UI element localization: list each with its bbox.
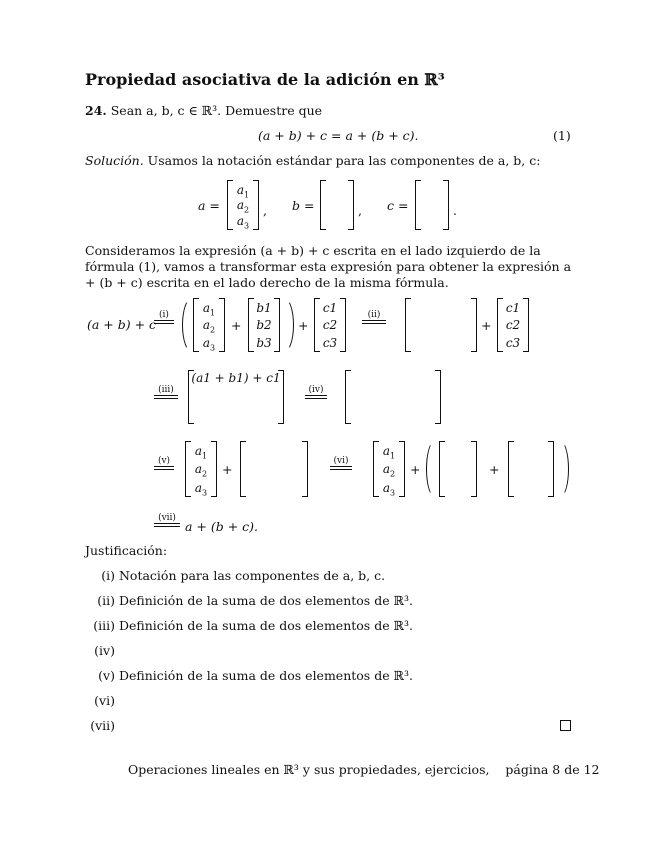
a1-cell: $a_1$	[236, 183, 250, 200]
matrix-a-step6: $a_1$ $a_2$ $a_3$	[373, 441, 405, 497]
main-formula: (a + b) + c = a + (b + c).	[258, 128, 419, 143]
c-label: c =	[387, 198, 409, 213]
footer	[128, 762, 600, 777]
justification-item: (vii)	[90, 718, 115, 733]
b-label: b =	[292, 198, 315, 213]
eq-step-vii: (vii)	[154, 514, 180, 527]
matrix-b	[320, 180, 354, 230]
justification-item: (iv)	[94, 643, 115, 658]
problem-statement	[85, 103, 322, 118]
matrix-step4	[345, 370, 441, 424]
eq-step-ii: (ii)	[362, 311, 386, 324]
matrix-a	[227, 180, 259, 230]
matrix-c-step6	[508, 441, 554, 497]
plus: +	[489, 462, 500, 477]
right-big-paren	[275, 298, 294, 352]
lhs-expression: (a + b) + c	[87, 317, 157, 332]
final-expression: a + (b + c).	[185, 519, 259, 534]
problem-number: 24.	[85, 103, 107, 118]
period: .	[453, 203, 457, 218]
eq-step-vi: (vi)	[330, 457, 352, 470]
qed-square-icon	[560, 720, 571, 731]
justification-item: (vi)	[94, 693, 115, 708]
formula-tag: (1)	[553, 128, 571, 143]
justification-item: (iii) Definición de la suma de dos elementos de ℝ³.	[93, 618, 413, 633]
matrix-a-step5: $a_1$ $a_2$ $a_3$	[185, 441, 217, 497]
footer-text: Operaciones lineales en ℝ³ y sus propiedades, ejercicios,	[128, 762, 490, 777]
justification-heading: Justificación:	[85, 543, 168, 558]
matrix-c-step1: c1 c2 c3	[314, 298, 346, 352]
eq-step-v: (v)	[154, 457, 174, 470]
page-number: página 8 de 12	[505, 762, 600, 777]
a-label: a =	[198, 198, 220, 213]
matrix-a-step1: $a_1$ $a_2$ $a_3$	[193, 298, 225, 352]
matrix-bc-step5	[240, 441, 308, 497]
solution-paragraph: Consideramos la expresión (a + b) + c escrita en el lado izquierdo de la fórmula (1), vamos a transformar esta expresión para obtener la expresión a + (b + c) escrita en el lado derecho de la misma fórmula.	[85, 243, 572, 290]
solution-intro-text: Usamos la notación estándar para las componentes de a, b, c:	[147, 153, 541, 168]
matrix-sum-ab	[405, 298, 477, 352]
plus: +	[481, 318, 492, 333]
problem-text: Sean a, b, c ∈ ℝ³. Demuestre que	[110, 103, 323, 118]
plus: +	[231, 318, 242, 333]
eq-step-iv: (iv)	[305, 386, 327, 399]
plus: +	[410, 462, 421, 477]
a3-cell: $a_3$	[236, 214, 250, 231]
justification-item: (i) Notación para las componentes de a, b, c.	[101, 568, 386, 583]
eq-step-iii: (iii)	[154, 386, 178, 399]
solution-label: Solución.	[85, 153, 144, 168]
comma: ,	[263, 203, 267, 218]
justification-item: (v) Definición de la suma de dos elementos de ℝ³.	[98, 668, 413, 683]
matrix-c-step2: c1 c2 c3	[497, 298, 529, 352]
plus: +	[222, 462, 233, 477]
solution-intro	[85, 153, 540, 168]
page-title: Propiedad asociativa de la adición en ℝ³	[85, 70, 445, 89]
justification-item: (ii) Definición de la suma de dos elementos de ℝ³.	[97, 593, 413, 608]
matrix-step3: (a1 + b1) + c1	[188, 370, 284, 424]
matrix-b-step1: b1 b2 b3	[248, 298, 280, 352]
eq-step-i: (i)	[154, 311, 174, 324]
plus: +	[298, 318, 309, 333]
matrix-b-step6	[439, 441, 477, 497]
comma: ,	[358, 203, 362, 218]
a2-cell: $a_2$	[236, 198, 250, 215]
right-big-paren	[552, 441, 569, 497]
matrix-c	[415, 180, 449, 230]
